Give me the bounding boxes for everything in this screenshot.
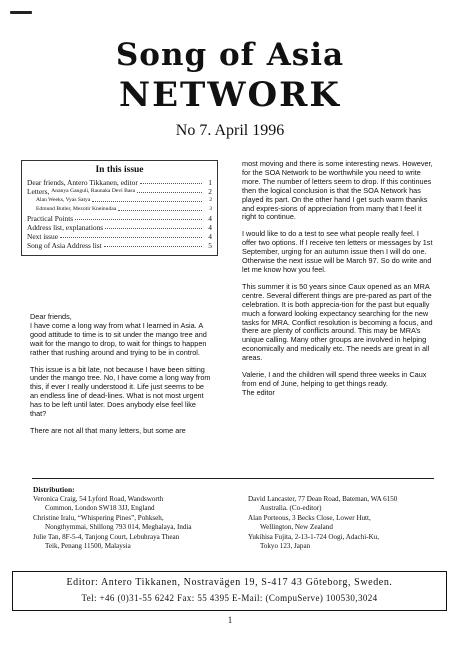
toc-entry: Letters, Ananya Ganguli, Raunaka Devi Basu 2 — [27, 187, 212, 196]
address-line: Teik, Penang 11500, Malaysia — [45, 542, 131, 551]
page-number: 1 — [227, 615, 233, 625]
paragraph: I would like to do a test to see what people really feel. I offer two options. If I receive ten letters or messages by 1st September, urging for an autumn issue then I will do one. Otherwise the next issue will be March 97. So do write and let me know how you feel. — [242, 229, 433, 274]
distribution-list-right — [248, 495, 443, 551]
table-of-contents — [21, 160, 218, 256]
greeting: Dear friends, — [30, 312, 72, 321]
signoff: The editor — [242, 387, 275, 397]
toc-entry: Address list, explanations 4 — [27, 223, 212, 232]
scan-mark — [10, 11, 32, 14]
address-line: Australia. (Co-editor) — [260, 504, 322, 513]
paragraph: most moving and there is some interesting news. However, for the SOA Network to be worthwhile you need to write more. The number of letters seem to drop. If this continues then the logical conclusion is that the SOA Network has played its part. On the other hand I get such warm thanks and expres-sions of appreciation from many that I feel it right to continue. — [242, 159, 433, 222]
toc-entry: Song of Asia Address list 5 — [27, 241, 212, 250]
divider — [32, 478, 434, 479]
distribution-heading: Distribution: — [33, 485, 75, 494]
toc-entry: Edmund Butler, Mezotir Kneinudaa 3 — [36, 206, 212, 212]
address-line: Wellington, New Zealand — [260, 523, 333, 532]
toc-entry: Alan Weeks, Vyas Satya 2 — [36, 197, 212, 203]
distribution-list-left — [33, 495, 238, 551]
paragraph: I have come a long way from what I learned in Asia. A good attitude to time is to sit under the mango tree and wait for the mango to drop, to wait for things to happen rather that rushing around and trying to be in control. — [30, 320, 207, 357]
toc-heading: In this issue — [95, 165, 144, 175]
editorial-left-column — [30, 313, 213, 444]
editor-contact-box — [12, 571, 447, 611]
address-line: Alan Porteous, 3 Becks Close, Lower Hutt, — [248, 513, 371, 522]
editor-address: Editor: Antero Tikkanen, Nostravägen 19, S-417 43 Göteborg, Sweden. — [66, 577, 393, 588]
address-line: Julie Tan, 8F-5-4, Tanjong Court, Lebuhraya Thean — [33, 532, 180, 541]
address-line: Nongthymmai, Shillong 793 014, Meghalaya, India — [45, 523, 192, 532]
address-line: Christine Iralu, “Whispering Pines”, Pohkseh, — [33, 513, 164, 522]
paragraph: There are not all that many letters, but some are — [30, 425, 186, 435]
address-line: Tokyo 123, Japan — [260, 542, 311, 551]
editor-phone-email: Tel: +46 (0)31-55 6242 Fax: 55 4395 E-Mail: (CompuServe) 100530,3024 — [81, 593, 378, 603]
toc-entry: Practical Points 4 — [27, 214, 212, 223]
issue-number: No 7. April 1996 — [175, 122, 285, 139]
paragraph: Valerie, I and the children will spend three weeks in Caux from end of June, helping to get things ready. — [242, 370, 427, 388]
editorial-right-column — [242, 160, 434, 406]
masthead-network: NETWORK — [119, 75, 341, 115]
toc-entry: Dear friends, Antero Tikkanen, editor 1 — [27, 178, 212, 187]
address-line: Common, London SW18 3JJ, England — [45, 504, 155, 513]
paragraph: This summer it is 50 years since Caux opened as an MRA centre. Several different things are pre-pared as part of the celebration. It is both apprecia-tion for the past but equally much a forward looking expectancy searching for the new tasks for MRA. Conflict resolution is becoming a focus, and there are plenty of conflicts around. This may be MRA’s unique calling. Many other groups are involved in helping economically and medically etc. The needs are great in all areas. — [242, 281, 433, 363]
paragraph: This issue is a bit late, not because I have been sitting under the mango tree. No, I have come a long way from this, if ever I really understood it. Life just seems to be an endless line of dead-lines. What is not most urgent has to be left until later. Does anybody else feel like that? — [30, 364, 211, 419]
masthead-title: Song of Asia — [115, 37, 345, 73]
address-line: David Lancaster, 77 Dean Road, Bateman, WA 6150 — [248, 495, 398, 503]
toc-entry: Next issue 4 — [27, 232, 212, 241]
address-line: Yukihisa Fujita, 2-13-1-724 Oogi, Adachi-Ku, — [248, 532, 380, 541]
address-line: Veronica Craig, 54 Lyford Road, Wandsworth — [33, 495, 164, 503]
